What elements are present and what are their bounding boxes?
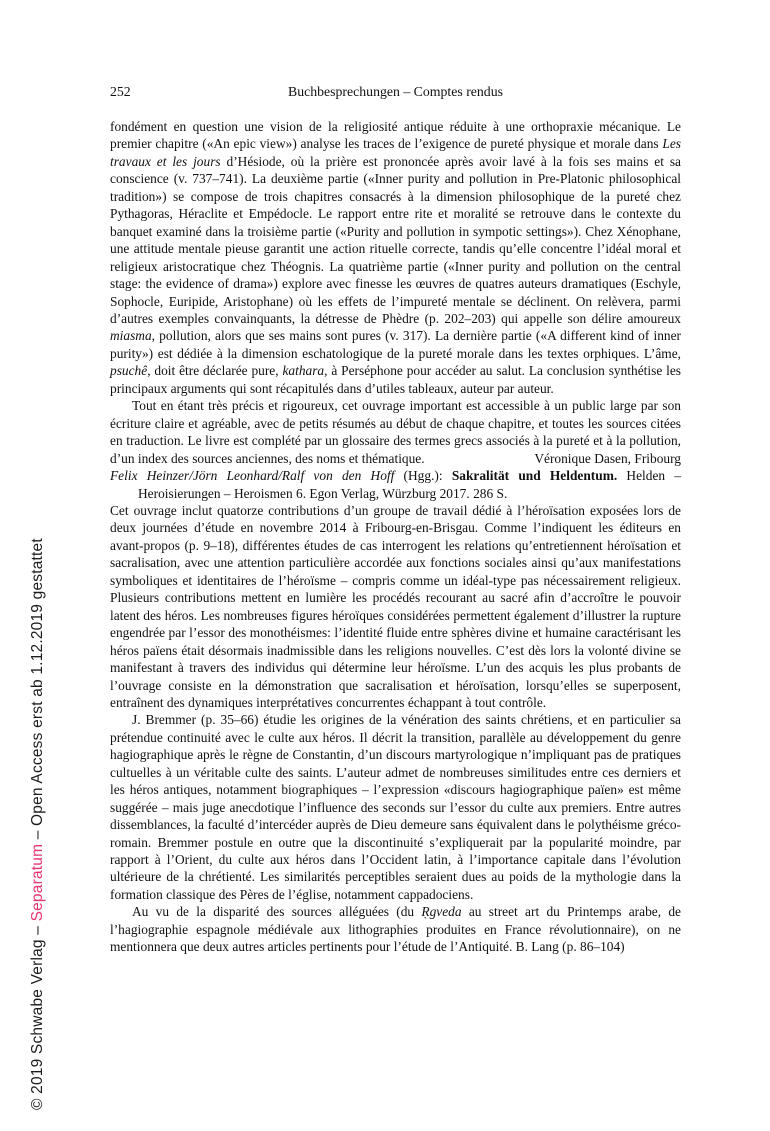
page-number: 252 bbox=[110, 84, 131, 99]
paragraph-text: fondément en question une vision de la religiosité antique réduite à une orthopraxie mécanique. Le premier chapitre («An epic view») analyse les traces de l’exigence de pureté physique et morale dans Les travaux et les jours d’Hésiode, où la prière est prononcée après avoir lavé à la fois ses mains et sa conscience (v. 737–741). La deuxième partie («Inner purity and pollution in Pre-Platonic philosophical tradition») se compose de trois chapitres consacrés à la dimension philosophique de la pureté chez Pythagoras, Héraclite et Empédocle. Le rapport entre rite et moralité se retrouve dans le contexte du banquet examiné dans la troisième partie («Purity and pollution in sympotic settings»). Chez Xénophane, une attitude mentale pieuse garantit une action rituelle correcte, tandis qu’elle concentre l’idéal moral et religieux aristocratique chez Théognis. La quatrième partie («Inner purity and pollution on the central stage: the evidence of drama») explore avec finesse les œuvres de quatres auteurs dramatiques (Eschyle, Sophocle, Euripide, Aristophane) où les effets de l’impureté mentale se déclinent. On relèvera, parmi d’autres exemples convainquants, la détresse de Phèdre (p. 202–203) qui appelle son délire amoureux miasma, pollution, alors que ses mains sont pures (v. 317). La dernière partie («A different kind of inner purity») est dédiée à la dimension eschatologique de la pureté morale dans les textes orphiques. L’âme, psuchê, doit être déclarée pure, kathara, à Perséphone pour accéder au salut. La conclusion synthétise les principaux arguments qui sont récapitulés dans d’utiles tableaux, auteur par auteur. bbox=[110, 119, 681, 396]
review-paragraph bbox=[110, 502, 681, 711]
copyright-sidebar bbox=[29, 538, 47, 1110]
reviewer-signature: Véronique Dasen, Fribourg bbox=[534, 450, 681, 466]
review-heading bbox=[110, 467, 681, 502]
review-body bbox=[110, 118, 681, 956]
paragraph-text: Tout en étant très précis et rigoureux, cet ouvrage important est accessible à un public large par son écriture claire et agréable, avec de petits résumés au début de chaque chapitre, et toutes les sources citées en traduction. Le livre est complété par un glossaire des termes grecs associés à la pureté et à la pollution, d’un index des sources anciennes, des noms et thématique. bbox=[110, 398, 681, 466]
paragraph-text: J. Bremmer (p. 35–66) étudie les origines de la vénération des saints chrétiens, et en particulier sa prétendue continuité avec le culte aux héros. Il décrit la transition, parallèle au développement du genre hagiographique après le règne de Constantin, d’un discours martyrologique n’impliquant pas de pratiques cultuelles à un véritable culte des saints. L’auteur admet de nombreuses similitudes entre ces derniers et les héros antiques, notamment biographiques – l’expression «discours hagiographique païen» est même suggérée – mais juge anecdotique l’influence des seconds sur l’essor du culte aux premiers. Entre autres dissemblances, la faculté d’intercéder auprès de Dieu demeure sans équivalent dans le polythéisme gréco-romain. Bremmer postule en outre que la discontinuité s’expliquerait par la popularité moindre, par rapport à l’Orient, du culte aux héros dans l’Occident latin, à l’importance capitale dans l’évolution ultérieure de la chrétienté. Les similarités perceptibles seraient dues au poids de la mythologie dans la formation classique des Pères de l’église, notamment cappadociens. bbox=[110, 712, 681, 902]
copyright-prefix: © 2019 Schwabe Verlag – bbox=[29, 921, 46, 1110]
review-paragraph-continuation bbox=[110, 118, 681, 397]
text-column bbox=[110, 84, 681, 956]
running-title: Buchbesprechungen – Comptes rendus bbox=[288, 84, 503, 99]
review-paragraph bbox=[110, 903, 681, 955]
review-paragraph bbox=[110, 711, 681, 903]
copyright-suffix: – Open Access erst ab 1.12.2019 gestattet bbox=[29, 538, 46, 844]
separatum-label: Separatum bbox=[29, 843, 46, 922]
paragraph-text: Au vu de la disparité des sources alléguées (du Ṛgveda au street art du Printemps arabe, de l’hagiographie espagnole médiévale aux lithographies produites en France révolutionnaire), on ne mentionnera que deux autres articles pertinents pour l’étude de l’Antiquité. B. Lang (p. 86–104) bbox=[110, 904, 681, 955]
paragraph-text: Cet ouvrage inclut quatorze contributions d’un groupe de travail dédié à l’héroïsation exposées lors de deux journées d’étude en novembre 2014 à Fribourg-en-Brisgau. Comme l’indiquent les éditeurs en avant-propos (p. 9–18), différentes études de cas interrogent les relations qu’entretiennent héroïsation et sacralisation, avec une attention particulière accordée aux fonctions sociales ainsi qu’aux manifestations symboliques et identitaires de l’héroïsme – compris comme un idéal-type pas nécessairement religieux. Plusieurs contributions mettent en lumière les procédés recourant au sacré afin d’accroître le pouvoir latent des héros. Les nombreuses figures héroïques considérées permettent également d’illustrer la rupture engendrée par l’essor des monothéismes: l’identité fluide entre sphères divine et humaine caractérisant les héros païens était désormais inadmissible dans les religions nouvelles. C’est dès lors la volonté divine se manifestant à travers des individus qui détermine leur héroïsme. L’un des acquis les plus probants de l’ouvrage consiste en la démonstration que sacralisation et héroïsation, lorsqu’elles se superposent, entraînent des dynamiques interprétatives concurrentes échappant à tout contrôle. bbox=[110, 502, 681, 710]
heading-text: Felix Heinzer/Jörn Leonhard/Ralf von den Hoff (Hgg.): Sakralität und Heldentum. Helden – Heroisierungen – Heroismen 6. Egon Verlag, Würzburg 2017. 286 S. bbox=[110, 468, 682, 501]
page-header bbox=[110, 84, 681, 102]
review-paragraph-closing bbox=[110, 397, 681, 467]
